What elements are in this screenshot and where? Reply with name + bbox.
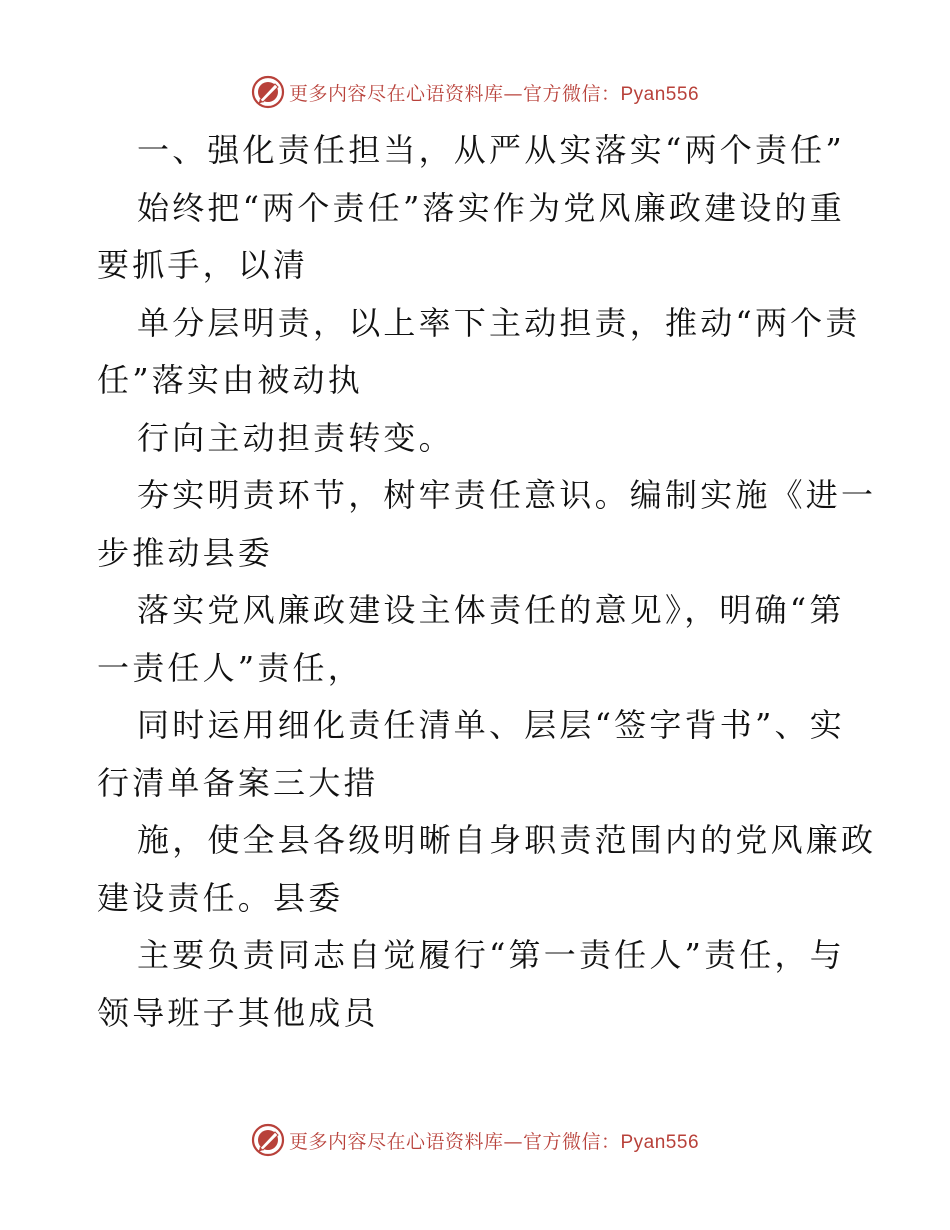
- footer-banner: [0, 1120, 950, 1160]
- paragraph-line: 同时运用细化责任清单、层层“签字背书”、实: [137, 706, 845, 744]
- header-wechat-id: Pyan556: [620, 83, 700, 105]
- section-heading: 一、强化责任担当，从严从实落实“两个责任”: [137, 131, 845, 169]
- paragraph-line: 要抓手，以清: [97, 246, 309, 284]
- paragraph-line: 建设责任。县委: [97, 878, 344, 917]
- header-banner-title: 更多内容尽在心语资料库: [288, 82, 504, 105]
- footer-banner-text: [289, 1127, 699, 1154]
- header-banner: [0, 72, 950, 112]
- paragraph-line: 落实党风廉政建设主体责任的意见》，明确“第: [137, 591, 845, 629]
- paragraph-line: 领导班子其他成员: [97, 993, 379, 1032]
- paragraph-line: 任”落实由被动执: [97, 361, 363, 399]
- header-banner-dash: —: [503, 82, 523, 105]
- paragraph-line: 行清单备案三大措: [97, 763, 379, 802]
- paragraph-line: 主要负责同志自觉履行“第一责任人”责任，与: [137, 936, 845, 974]
- header-banner-text: [289, 79, 699, 106]
- paragraph-line: 施，使全县各级明晰自身职责范围内的党风廉政: [137, 821, 877, 859]
- paragraph-line: 单分层明责，以上率下主动担责，推动“两个责: [137, 303, 861, 342]
- paragraph-line: 行向主动担责转变。: [137, 418, 454, 457]
- footer-wechat-label: 官方微信：: [522, 1130, 621, 1153]
- paragraph-line: 夯实明责环节，树牢责任意识。编制实施《进一: [137, 476, 877, 514]
- footer-wechat-id: Pyan556: [620, 1131, 700, 1153]
- pen-logo-icon: [251, 1123, 285, 1157]
- paragraph-line: 一责任人”责任，: [97, 648, 363, 687]
- paragraph-line: 步推动县委: [97, 533, 274, 572]
- header-wechat-label: 官方微信：: [522, 82, 621, 105]
- footer-banner-title: 更多内容尽在心语资料库: [288, 1130, 504, 1153]
- paragraph-line: 始终把“两个责任”落实作为党风廉政建设的重: [137, 188, 845, 227]
- pen-logo-icon: [251, 75, 285, 109]
- document-body: [97, 122, 877, 1042]
- footer-banner-dash: —: [503, 1130, 523, 1153]
